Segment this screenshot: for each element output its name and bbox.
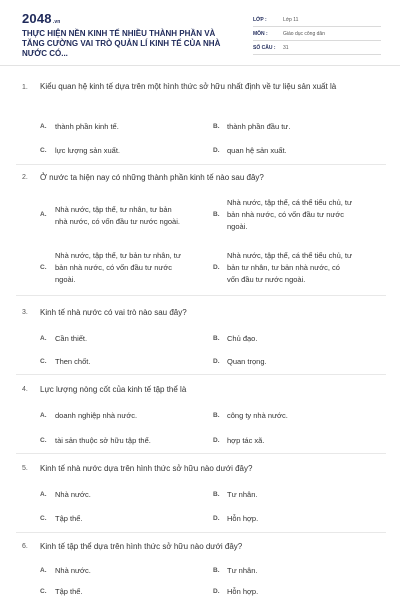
option-letter: C. (40, 437, 47, 444)
option-letter: A. (40, 567, 47, 574)
question-text: Ở nước ta hiện nay có những thành phần kinh tế nào sau đây? (40, 173, 264, 182)
divider (16, 295, 386, 296)
option-text[interactable]: Chủ đạo. (227, 334, 258, 343)
option-letter: C. (40, 264, 47, 271)
meta-class-label: LỚP : (253, 17, 267, 23)
option-letter: B. (213, 335, 220, 342)
meta-subject-value: Giáo dục công dân (283, 31, 325, 37)
question-text: Kiểu quan hệ kinh tế dựa trên một hình thức sở hữu nhất định về tư liệu sản xuất là (40, 82, 337, 91)
option-text[interactable]: Nhà nước, tập thể, cá thể tiểu chủ, tư (227, 251, 353, 260)
meta-count-value: 31 (283, 45, 289, 51)
option-text[interactable]: bản nhà nước, có vốn đầu tư nước (227, 210, 345, 219)
meta-count-label: SỐ CÂU : (253, 45, 276, 51)
meta-count-row (253, 41, 381, 55)
option-letter: A. (40, 123, 47, 130)
option-letter: A. (40, 335, 47, 342)
question-text: Kinh tế nhà nước có vai trò nào sau đây? (40, 308, 187, 317)
option-text[interactable]: Nhà nước, tập thể, tư nhân, tư bản (55, 205, 172, 214)
question-text: Lực lượng nòng cốt của kinh tế tập thể là (40, 385, 187, 394)
divider (16, 374, 386, 375)
meta-class-value: Lớp 11 (283, 17, 299, 23)
option-letter: D. (213, 147, 220, 154)
option-text[interactable]: Tư nhân. (227, 566, 258, 575)
option-text[interactable]: quan hệ sản xuất. (227, 146, 287, 155)
meta-subject-label: MÔN : (253, 31, 268, 37)
question-number: 6. (22, 543, 28, 550)
option-text[interactable]: bản tư nhân, tư bản nhà nước, có (227, 263, 340, 272)
question-number: 4. (22, 386, 28, 393)
question-number: 5. (22, 465, 28, 472)
option-letter: B. (213, 491, 220, 498)
option-letter: D. (213, 437, 220, 444)
meta-subject-row (253, 27, 381, 41)
option-text[interactable]: Hỗn hợp. (227, 587, 259, 596)
option-letter: C. (40, 358, 47, 365)
option-letter: C. (40, 515, 47, 522)
option-letter: A. (40, 211, 47, 218)
option-text[interactable]: ngoài. (55, 275, 76, 284)
option-text[interactable]: vốn đầu tư nước ngoài. (227, 275, 306, 284)
option-letter: D. (213, 264, 220, 271)
option-text[interactable]: Tập thể. (55, 587, 83, 596)
question-number: 2. (22, 174, 28, 181)
question-text: Kinh tế tập thể dựa trên hình thức sở hữu nào dưới đây? (40, 542, 243, 551)
option-text[interactable]: Cần thiết. (55, 334, 88, 343)
logo-suffix: .vn (52, 19, 61, 25)
option-text[interactable]: hợp tác xã. (227, 436, 265, 445)
option-text[interactable]: thành phần đầu tư. (227, 122, 291, 131)
page-title: THỰC HIỆN NỀN KINH TẾ NHIỀU THÀNH PHẦN VÀ TĂNG CƯỜNG VAI TRÒ QUẢN LÍ KINH TẾ CỦA NHÀ NƯỚC CÓ... (22, 29, 221, 58)
option-text[interactable]: ngoài. (227, 222, 248, 231)
page-header (0, 0, 400, 66)
option-text[interactable]: Nhà nước, tập thể, cá thể tiểu chủ, tư (227, 198, 353, 207)
option-letter: B. (213, 211, 220, 218)
question-number: 3. (22, 309, 28, 316)
option-text[interactable]: thành phần kinh tế. (55, 122, 119, 131)
option-text[interactable]: Quan trọng. (227, 357, 267, 366)
option-text[interactable]: lực lượng sản xuất. (55, 146, 120, 155)
meta-class-row (253, 13, 381, 27)
option-letter: C. (40, 147, 47, 154)
question-text: Kinh tế nhà nước dựa trên hình thức sở hữu nào dưới đây? (40, 464, 253, 473)
option-letter: D. (213, 358, 220, 365)
option-letter: A. (40, 491, 47, 498)
option-text[interactable]: Tập thể. (55, 514, 83, 523)
option-letter: A. (40, 412, 47, 419)
logo-main: 2048 (22, 11, 52, 26)
option-text[interactable]: bản nhà nước, có vốn đầu tư nước (55, 263, 173, 272)
option-letter: D. (213, 515, 220, 522)
option-text[interactable]: doanh nghiệp nhà nước. (55, 411, 138, 420)
option-letter: B. (213, 412, 220, 419)
divider (16, 532, 386, 533)
option-text[interactable]: công ty nhà nước. (227, 411, 288, 420)
option-text[interactable]: nhà nước, có vốn đầu tư nước ngoài. (55, 217, 180, 226)
option-text[interactable]: Then chốt. (55, 357, 91, 366)
divider (16, 164, 386, 165)
site-logo[interactable] (22, 11, 61, 26)
option-text[interactable]: Hỗn hợp. (227, 514, 259, 523)
option-text[interactable]: Nhà nước, tập thể, tư bản tư nhân, tư (55, 251, 181, 260)
option-text[interactable]: tài sản thuộc sở hữu tập thể. (55, 436, 151, 445)
option-letter: D. (213, 588, 220, 595)
option-text[interactable]: Nhà nước. (55, 566, 91, 575)
divider (16, 453, 386, 454)
option-text[interactable]: Tư nhân. (227, 490, 258, 499)
option-letter: B. (213, 123, 220, 130)
question-number: 1. (22, 84, 28, 91)
option-letter: C. (40, 588, 47, 595)
option-text[interactable]: Nhà nước. (55, 490, 91, 499)
option-letter: B. (213, 567, 220, 574)
